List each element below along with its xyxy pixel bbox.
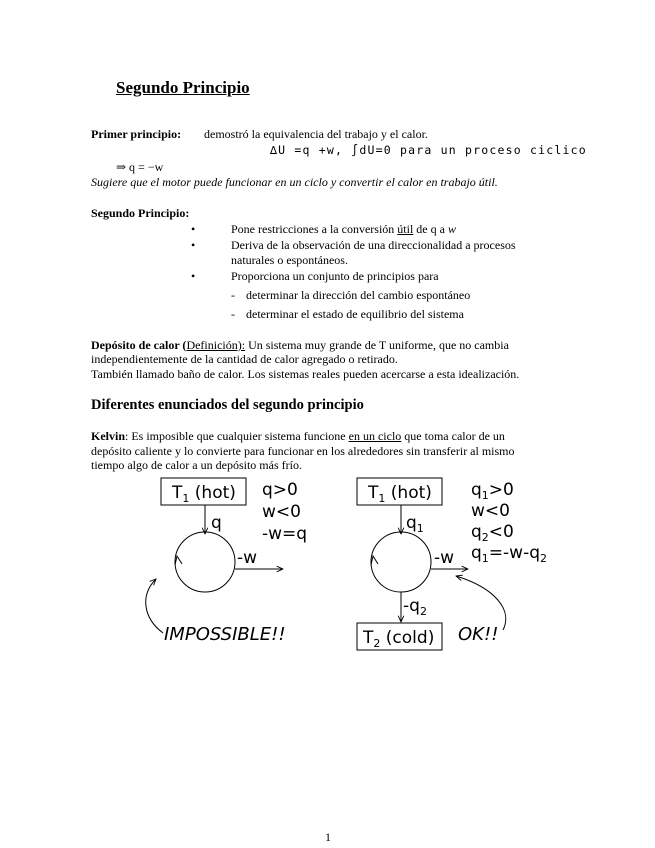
cond-q2-negative: $q_2<0$ [471,522,514,544]
verdict-impossible: IMPOSSIBLE!! [164,624,286,645]
deposito-definicion: Definición): [186,338,246,352]
cond-w-equals-q: -w=q [262,524,308,544]
pointer-arrow-right [456,576,506,630]
bullet-marker: • [191,269,196,283]
deposito-line2: independientemente de la cantidad de calor agregado o retirado. [91,352,398,366]
bullet-2-line2: naturales o espontáneos. [231,253,348,267]
q1-label-right: $q_1$ [406,513,424,535]
segundo-label: Segundo Principio: [91,206,190,220]
deposito-text1: Un sistema muy grande de T uniforme, que no cambia [245,338,509,352]
bullet-1-pre: Pone restricciones a la conversión [231,222,398,236]
sub-item-1: determinar la dirección del cambio espontáneo [246,288,471,302]
kelvin-post: que toma calor de un [401,429,505,443]
q-label-left: q [211,513,222,533]
cond-w-negative: w<0 [262,502,301,522]
kelvin-label: Kelvin [91,429,126,443]
bullet-marker: • [191,222,196,236]
engine-cycle-left [175,532,235,592]
cycle-arrowhead-right [371,556,378,565]
engine-cycle-right [371,532,431,592]
bullet-1-mid: de q a [413,222,448,236]
w-label-right: -w [434,548,455,568]
bullet-marker: • [191,238,196,252]
primer-text: demostró la equivalencia del trabajo y el calor. [204,127,428,141]
q2-label-right: $-q_2$ [403,596,427,618]
hot-label-right: $T_1$ (hot) [368,483,432,505]
page-title: Segundo Principio [116,78,250,97]
dash-marker: - [231,307,235,321]
section-heading: Diferentes enunciados del segundo principio [91,397,364,413]
kelvin-cycle: en un ciclo [348,429,402,443]
implication: ⇒ q = −w [116,160,164,174]
deposito-line3: También llamado baño de calor. Los sistemas reales pueden acercarse a esta idealización. [91,367,520,381]
kelvin-pre: : Es imposible que cualquier sistema funcione [125,429,349,443]
dash-marker: - [231,288,235,302]
bullet-1-w: w [447,222,456,236]
sub-item-2: determinar el estado de equilibrio del sistema [246,307,464,321]
kelvin-line2: depósito caliente y lo convierte para funcionar en los alrededores sin transferir al mismo [91,444,515,458]
page-number: 1 [325,830,331,844]
w-label-left: -w [237,548,258,568]
cond-q-positive: q>0 [262,480,298,500]
primer-note: Sugiere que el motor puede funcionar en un ciclo y convertir el calor en trabajo útil. [91,175,498,189]
cycle-arrowhead-left [175,556,182,565]
cond-q1-positive: $q_1>0$ [471,480,514,502]
first-law-equation: ∆U =q +w, ∫dU=0 para un proceso ciclico [270,143,587,157]
primer-label: Primer principio: [91,127,182,141]
pointer-arrow-left [146,579,163,633]
bullet-1-util: útil [397,222,414,236]
bullet-3: Proporciona un conjunto de principios para [231,269,439,283]
cond-energy-balance: $q_1=-w-q_2$ [471,543,548,565]
cond-w-negative-right: w<0 [471,501,510,521]
deposito-label: Depósito de calor ( [91,338,187,352]
bullet-2-line1: Deriva de la observación de una direccionalidad a procesos [231,238,516,252]
cold-label-right: $T_2$ (cold) [363,628,435,650]
verdict-ok: OK!! [458,624,499,645]
hot-label-left: $T_1$ (hot) [172,483,236,505]
kelvin-line3: tiempo algo de calor a un depósito más frío. [91,458,302,472]
